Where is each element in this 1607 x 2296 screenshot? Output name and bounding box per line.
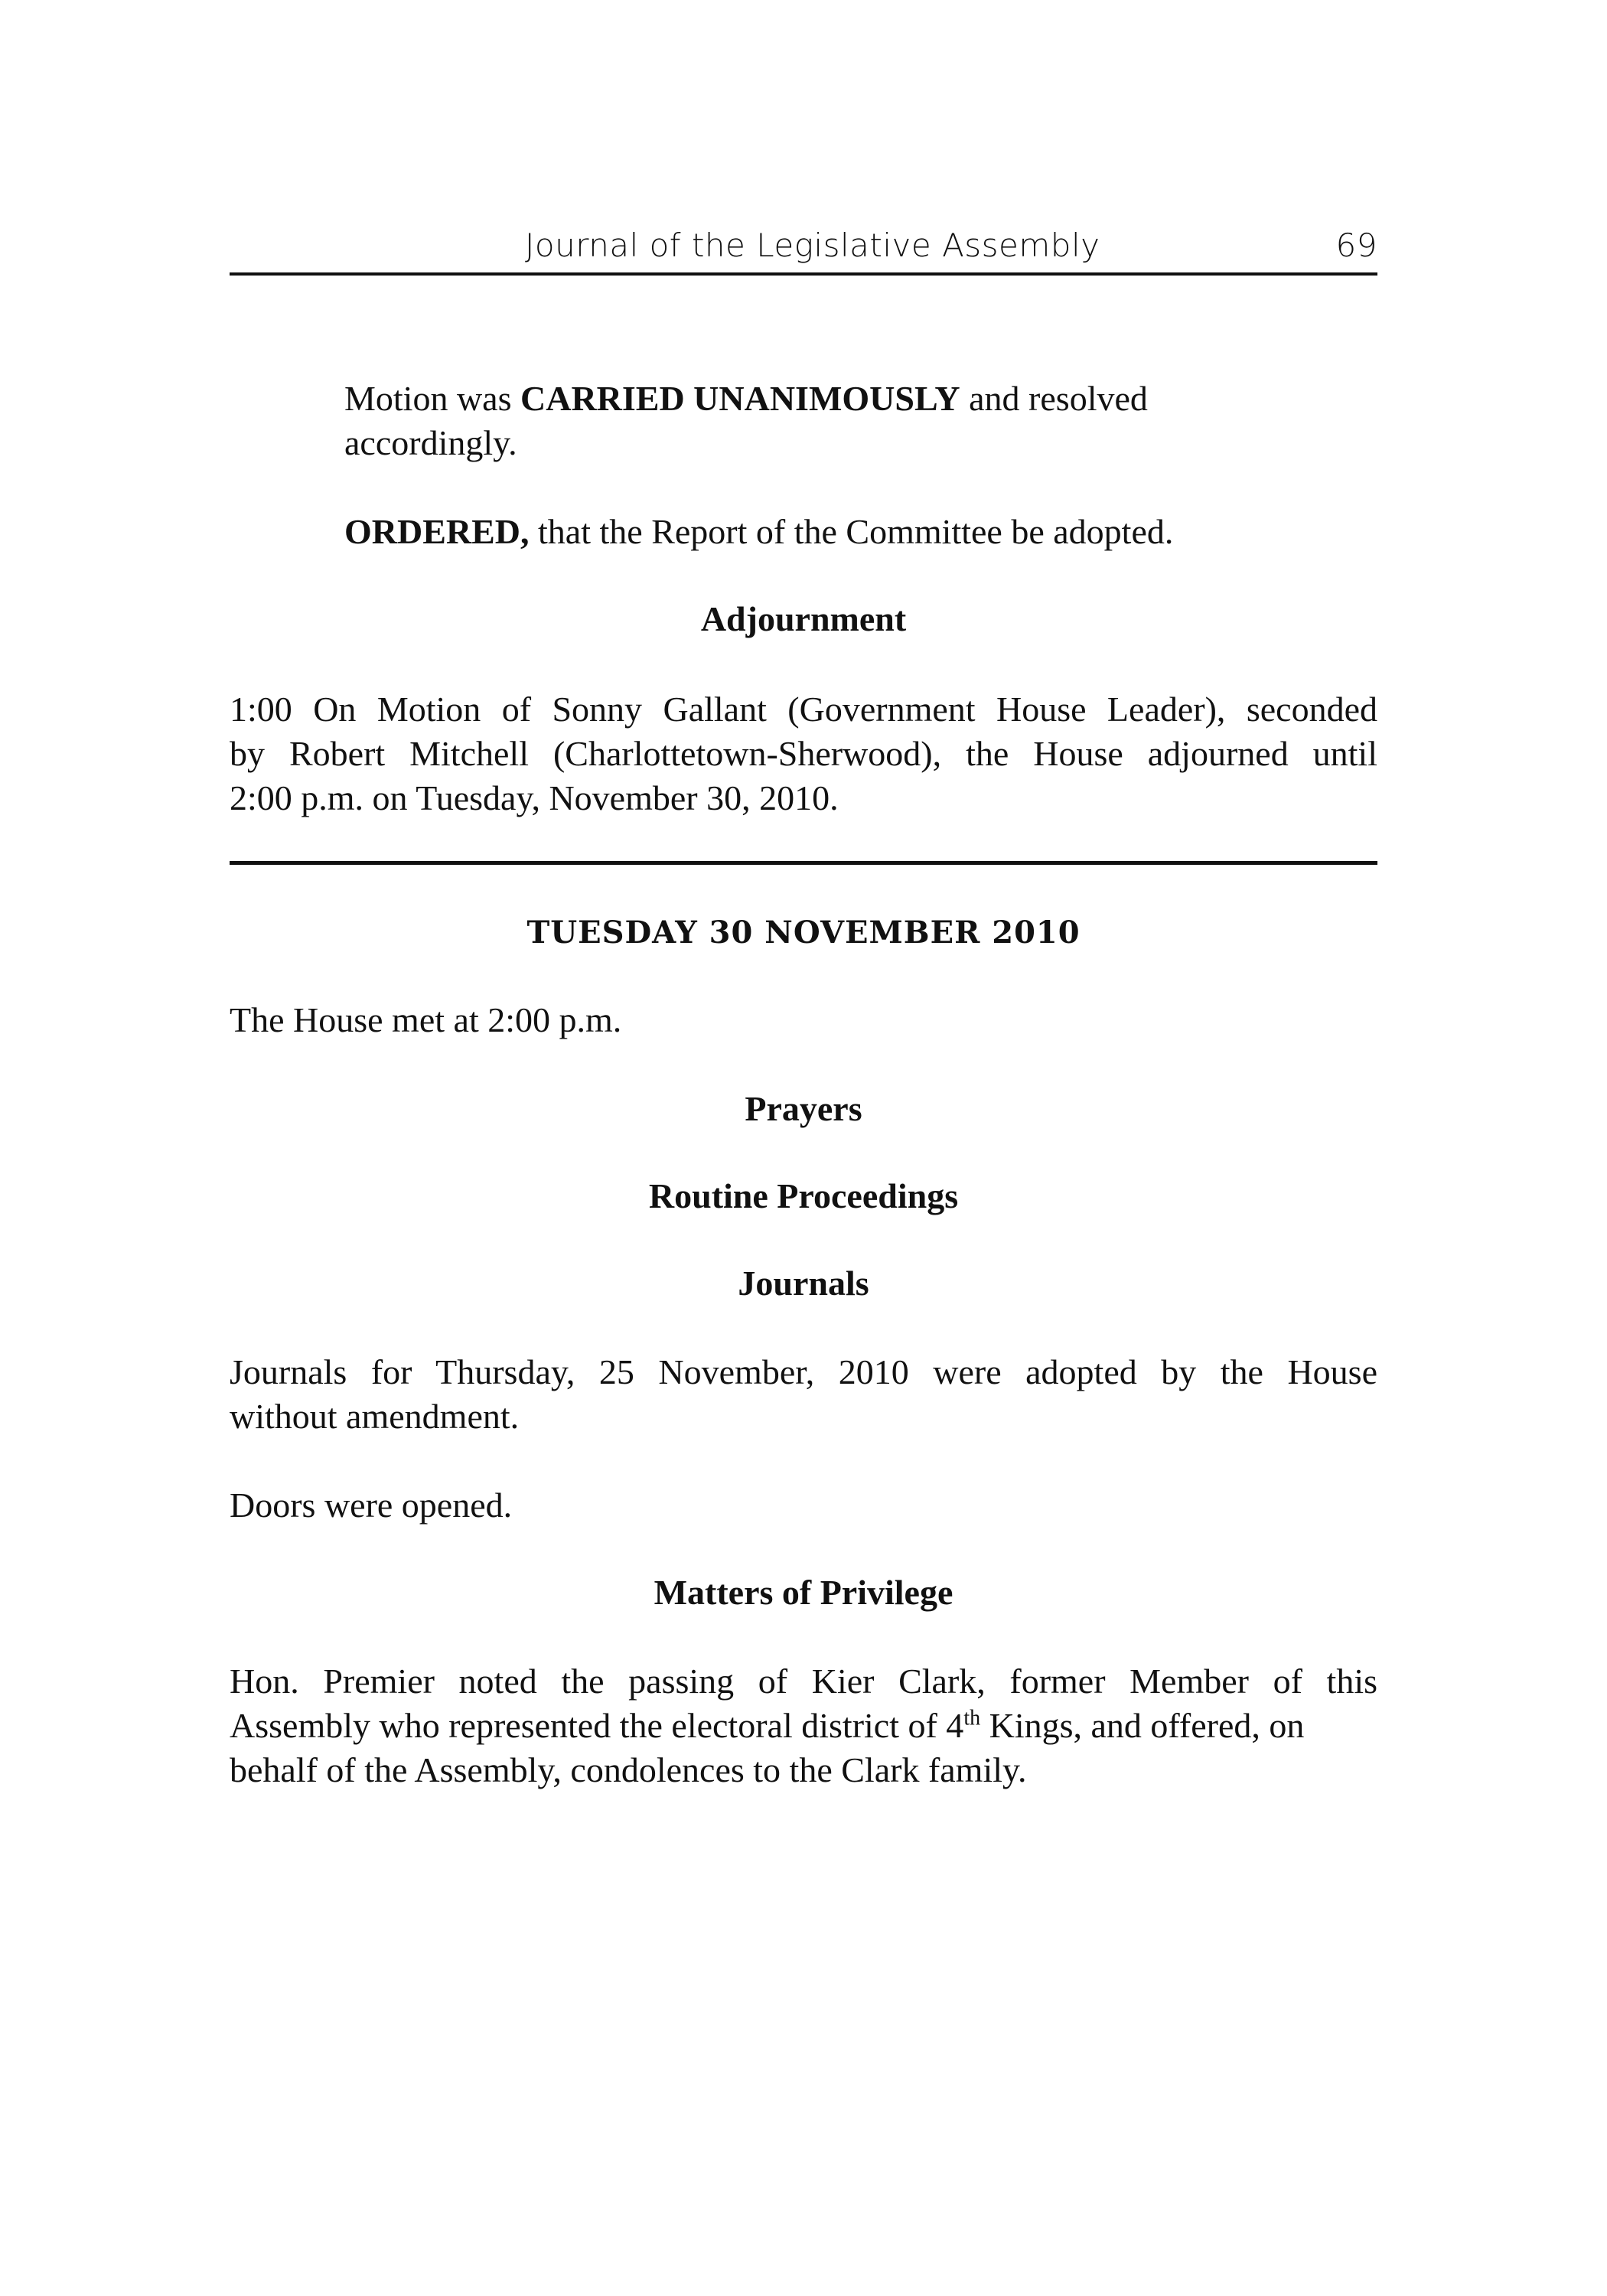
ordinal-suffix: th: [963, 1706, 981, 1730]
page-number: 69: [1335, 227, 1377, 264]
house-met-text: The House met at 2:00 p.m.: [230, 1000, 622, 1039]
doors-opened-text: Doors were opened.: [230, 1486, 513, 1525]
journals-line-1: Journals for Thursday, 25 November, 2010 were adopted by the House: [230, 1352, 1377, 1391]
privilege-line-2: [230, 1704, 1377, 1748]
adjournment-line-3: 2:00 p.m. on Tuesday, November 30, 2010.: [230, 778, 839, 817]
journals-line-2: without amendment.: [230, 1397, 520, 1436]
privilege-line-1: Hon. Premier noted the passing of Kier Clark, former Member of this: [230, 1662, 1377, 1701]
journals-heading: Journals: [738, 1264, 869, 1303]
motion-prefix: Motion was: [344, 379, 520, 418]
header-rule: [230, 272, 1377, 276]
adjournment-line-2: by Robert Mitchell (Charlottetown-Sherwood), the House adjourned until: [230, 734, 1377, 773]
running-head: [230, 227, 1377, 272]
adjournment-heading: Adjournment: [700, 599, 907, 638]
adjournment-paragraph: [230, 687, 1377, 820]
privilege-line-2-start: Assembly who represented the electoral district of 4: [230, 1706, 964, 1745]
ordered-paragraph: [344, 510, 1377, 554]
routine-proceedings-heading: Routine Proceedings: [648, 1176, 959, 1215]
motion-result-line-1: [344, 377, 1377, 421]
motion-result-paragraph: [344, 377, 1377, 465]
adjournment-line-1: 1:00 On Motion of Sonny Gallant (Government House Leader), seconded: [230, 690, 1377, 729]
ordered-label: ORDERED,: [344, 512, 530, 551]
privilege-paragraph: [230, 1659, 1377, 1792]
ordered-text: that the Report of the Committee be adopted.: [529, 512, 1174, 551]
motion-result-line-2: accordingly.: [344, 423, 517, 462]
journal-page: [230, 0, 1377, 2296]
privilege-line-3: behalf of the Assembly, condolences to the Clark family.: [230, 1750, 1027, 1789]
motion-result-status: CARRIED UNANIMOUSLY: [520, 379, 960, 418]
matters-of-privilege-heading: Matters of Privilege: [654, 1573, 953, 1612]
motion-suffix: and resolved: [960, 379, 1148, 418]
prayers-heading: Prayers: [745, 1089, 862, 1128]
journals-paragraph: [230, 1350, 1377, 1439]
sitting-date-heading: TUESDAY 30 NOVEMBER 2010: [526, 915, 1081, 951]
journal-title: Journal of the Legislative Assembly: [525, 227, 1100, 264]
privilege-line-2-end: Kings, and offered, on: [980, 1706, 1305, 1745]
sitting-separator-rule: [230, 861, 1377, 865]
